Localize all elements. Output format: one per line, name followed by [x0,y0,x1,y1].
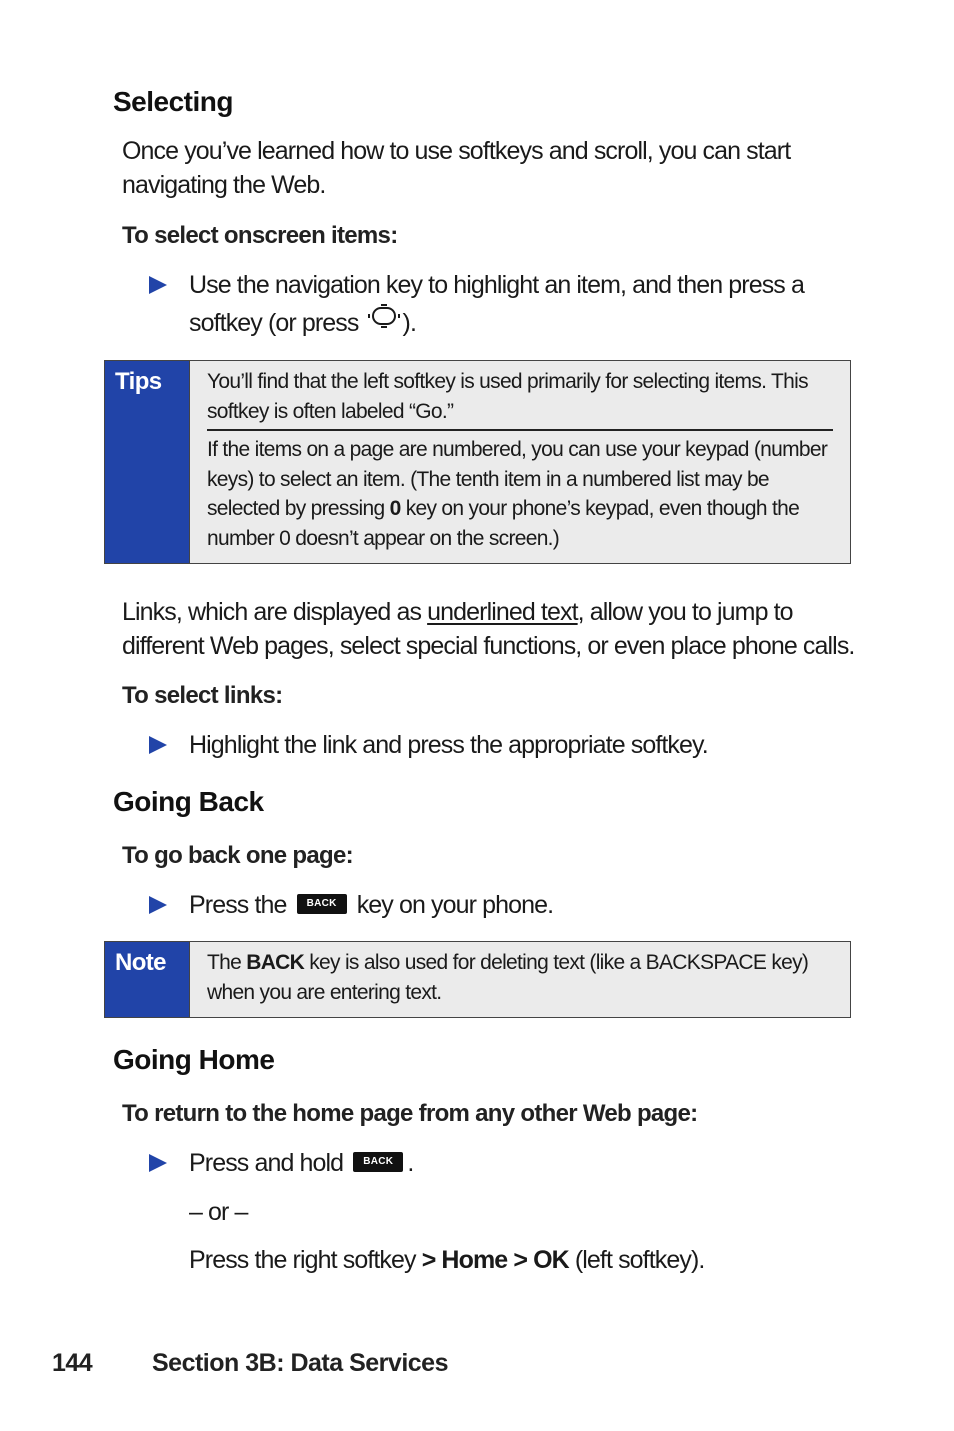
note-content: The BACK key is also used for deleting text (like a BACKSPACE key) when you are entering text. [207,951,809,1004]
note-label: Note [105,942,190,1017]
tip-1: You’ll find that the left softkey is used primarily for selecting items. This softkey is often labeled “Go.” [207,370,808,423]
note-box [104,941,851,1018]
tip-divider [207,429,833,431]
tips-content [190,361,850,563]
step-text: Press and hold BACK . [189,1149,414,1177]
step-go-home [149,1144,864,1182]
step-go-back [149,886,864,924]
underlined-text-example: underlined text [427,598,578,626]
step-text: Press the BACK key on your phone. [189,891,554,919]
procedure-title-select-items: To select onscreen items: [122,222,398,249]
back-key-icon: BACK [353,1152,403,1172]
step-select-items [149,266,864,343]
heading-going-back: Going Back [113,786,264,817]
section-title: Section 3B: Data Services [152,1349,448,1377]
procedure-title-go-back: To go back one page: [122,842,353,869]
procedure-title-select-links: To select links: [122,682,283,709]
tips-label: Tips [105,361,190,563]
alternative-step: Press the right softkey > Home > OK (left softkey). [189,1246,705,1274]
or-separator: – or – [189,1198,248,1226]
links-paragraph: Links, which are displayed as underlined text, allow you to jump to different Web pages, select special functions, or even place phone calls. [122,598,855,660]
page-number: 144 [52,1349,93,1377]
bullet-arrow-icon [149,896,167,914]
bullet-arrow-icon [149,276,167,294]
heading-going-home: Going Home [113,1044,275,1075]
bullet-arrow-icon [149,1154,167,1172]
bullet-arrow-icon [149,736,167,754]
heading-selecting: Selecting [113,86,233,117]
back-key-icon: BACK [297,894,347,914]
menu-ok-key-icon [367,302,401,340]
step-text: Use the navigation key to highlight an item, and then press a softkey (or press ). [189,266,864,343]
selecting-intro: Once you’ve learned how to use softkeys and scroll, you can start navigating the Web. [122,137,791,199]
tip-2: If the items on a page are numbered, you can use your keypad (number keys) to select an item. (The tenth item in a numbered list may be selected by pressing 0 key on your phone’s keypad, even though the number 0 doesn’t appear on the screen.) [207,438,828,550]
step-select-links [149,726,864,764]
step-text: Highlight the link and press the appropriate softkey. [189,731,708,759]
tips-box [104,360,851,564]
procedure-title-go-home: To return to the home page from any other Web page: [122,1100,698,1127]
